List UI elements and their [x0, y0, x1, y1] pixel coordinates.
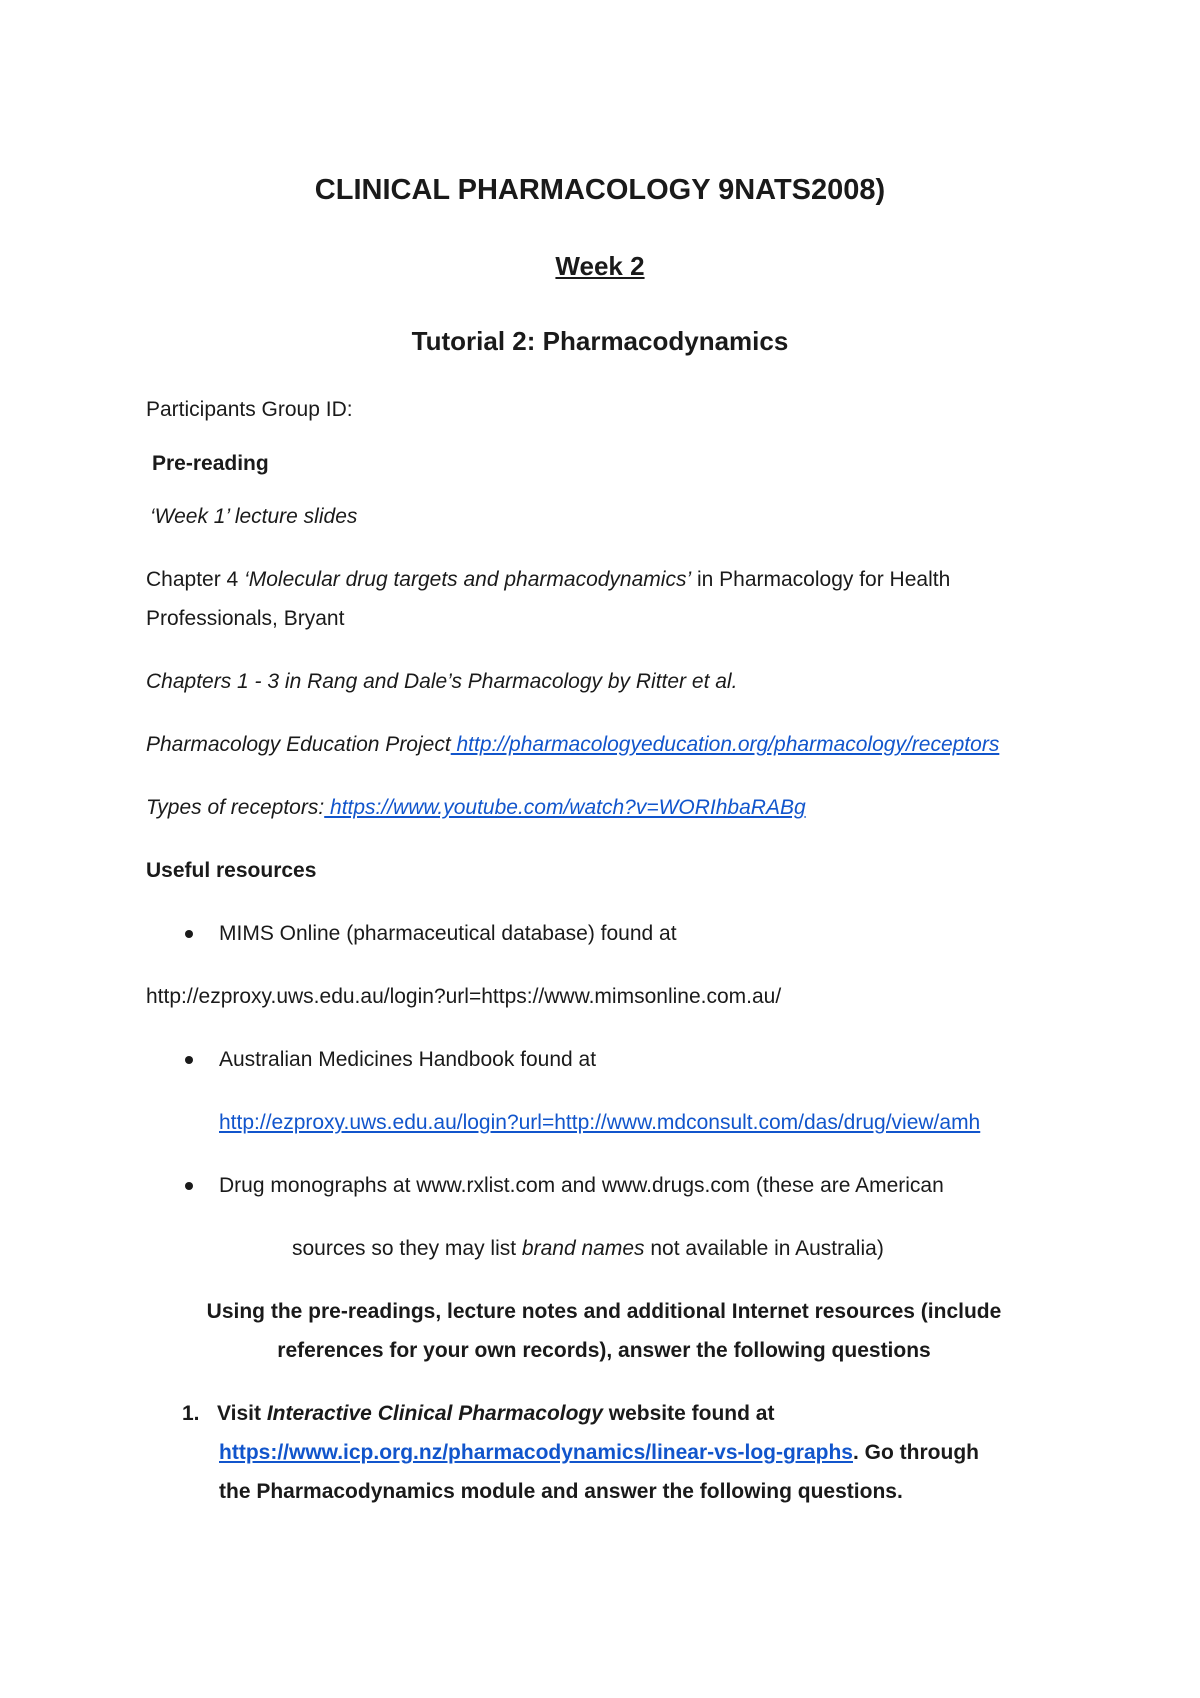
- pep-label: Pharmacology Education Project: [146, 733, 451, 756]
- document-title: CLINICAL PHARMACOLOGY 9NATS2008): [314, 174, 886, 206]
- question1-line2: [219, 1439, 979, 1467]
- tutorial-heading: Tutorial 2: Pharmacodynamics: [411, 326, 789, 356]
- question1-prefix: Visit: [217, 1402, 267, 1425]
- resource-mims: MIMS Online (pharmaceutical database) found at: [219, 922, 677, 945]
- question1-after-link: . Go through: [853, 1441, 979, 1464]
- monographs-brand-names: brand names: [521, 1237, 645, 1260]
- instructions-line1: Using the pre-readings, lecture notes and additional Internet resources (include: [206, 1300, 1002, 1323]
- question1-suffix: website found at: [602, 1402, 775, 1425]
- question1-number: 1.: [182, 1402, 200, 1425]
- prereading-item-week1: ‘Week 1’ lecture slides: [150, 505, 358, 528]
- prereading-item-rang-dale: Chapters 1 - 3 in Rang and Dale’s Pharmacology by Ritter et al.: [146, 670, 738, 693]
- monographs-cont-a: sources so they may list: [292, 1237, 522, 1260]
- prereading-item-receptors-video: [146, 794, 806, 822]
- receptors-label: Types of receptors:: [146, 796, 325, 819]
- prereading-item-pep: [146, 731, 999, 759]
- bullet-icon: [185, 1182, 193, 1190]
- question1-site-name: Interactive Clinical Pharmacology: [266, 1402, 603, 1425]
- instructions-line2: references for your own records), answer the following questions: [277, 1339, 931, 1362]
- resource-mims-url: http://ezproxy.uws.edu.au/login?url=https://www.mimsonline.com.au/: [146, 985, 782, 1008]
- chapter4-title: ‘Molecular drug targets and pharmacodynamics’: [244, 568, 692, 591]
- resource-amh-link[interactable]: http://ezproxy.uws.edu.au/login?url=http://www.mdconsult.com/das/drug/view/amh: [219, 1111, 981, 1134]
- receptors-video-link[interactable]: https://www.youtube.com/watch?v=WORIhbaRABg: [324, 796, 806, 819]
- chapter4-prefix: Chapter 4: [146, 568, 245, 591]
- pep-link[interactable]: http://pharmacologyeducation.org/pharmacology/receptors: [450, 733, 1000, 756]
- week-heading: Week 2: [555, 251, 645, 281]
- icp-link[interactable]: https://www.icp.org.nz/pharmacodynamics/linear-vs-log-graphs: [219, 1441, 853, 1464]
- resources-heading: Useful resources: [146, 859, 317, 882]
- monographs-cont-b: not available in Australia): [644, 1237, 884, 1260]
- prereading-item-chapter4-cont: Professionals, Bryant: [146, 607, 345, 630]
- prereading-heading: Pre-reading: [152, 452, 269, 475]
- bullet-icon: [185, 930, 193, 938]
- resource-monographs-cont: [292, 1235, 884, 1263]
- bullet-icon: [185, 1056, 193, 1064]
- prereading-item-chapter4: [146, 566, 950, 594]
- participants-label: Participants Group ID:: [146, 398, 353, 421]
- resource-amh: Australian Medicines Handbook found at: [219, 1048, 597, 1071]
- chapter4-suffix: in Pharmacology for Health: [691, 568, 951, 591]
- question1-line3: the Pharmacodynamics module and answer the following questions.: [219, 1480, 903, 1503]
- question1-line1: [217, 1400, 774, 1428]
- resource-monographs: Drug monographs at www.rxlist.com and www.drugs.com (these are American: [219, 1174, 944, 1197]
